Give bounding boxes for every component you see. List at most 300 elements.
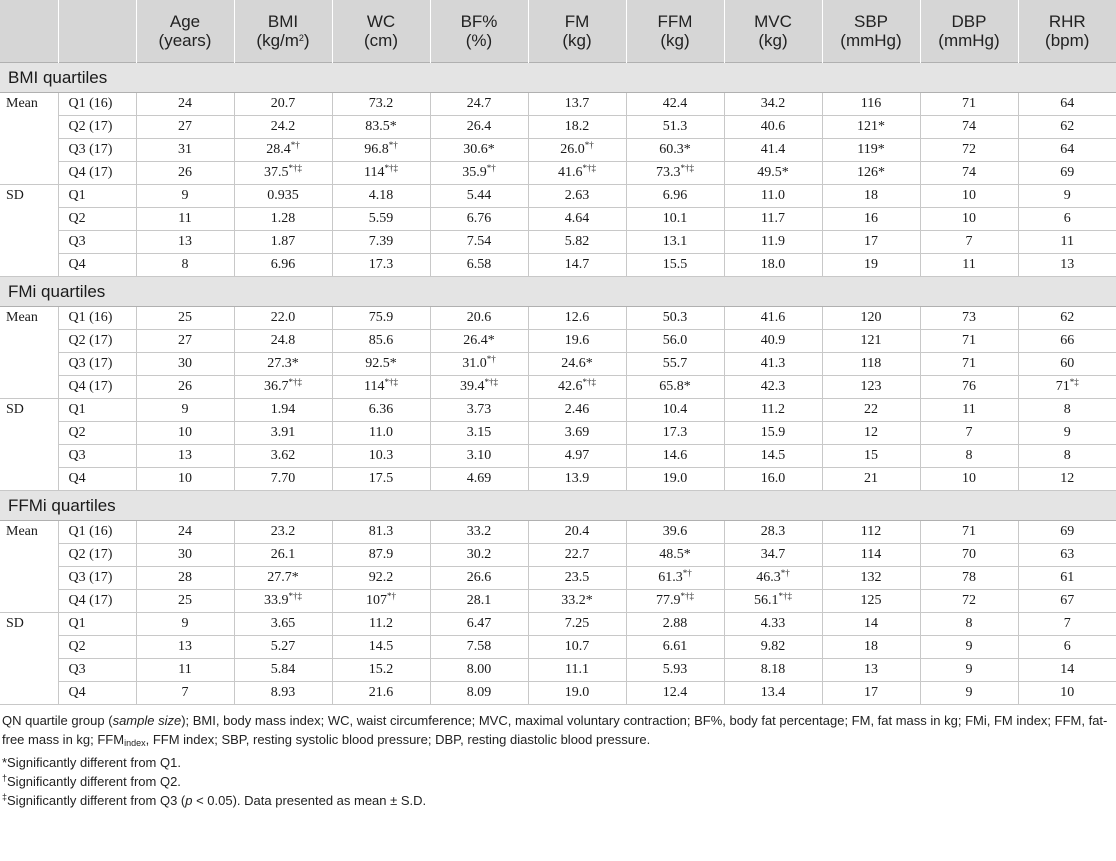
table-cell — [626, 468, 724, 491]
table-cell — [626, 254, 724, 277]
cell-value: 2.46 — [564, 402, 590, 417]
table-cell — [234, 353, 332, 376]
cell-value: 24 — [178, 96, 192, 111]
cell-value: 15.5 — [662, 257, 688, 272]
table-cell — [920, 445, 1018, 468]
footnote-text: < 0.05). Data presented as mean ± S.D. — [192, 793, 427, 808]
table-cell — [136, 254, 234, 277]
cell-value: 11.2 — [369, 616, 393, 631]
table-cell — [626, 422, 724, 445]
cell-value: 26.4 — [466, 119, 492, 134]
table-row — [0, 353, 1116, 376]
significance-mark: *† — [584, 140, 594, 150]
cell-value: 114 — [860, 547, 882, 562]
column-header-unit: (mmHg) — [938, 31, 1000, 50]
cell-value: 5.44 — [466, 188, 492, 203]
table-cell — [822, 613, 920, 636]
significance-mark: *‡ — [1069, 377, 1079, 387]
significance-mark: *† — [486, 354, 496, 364]
table-cell — [332, 208, 430, 231]
table-row — [0, 422, 1116, 445]
quartile-label: Q1 — [58, 185, 136, 208]
table-cell — [528, 567, 626, 590]
cell-value: 17 — [864, 685, 878, 700]
cell-value: 77.9 — [656, 593, 681, 608]
table-cell — [528, 636, 626, 659]
table-row — [0, 162, 1116, 185]
column-header-unit: (cm) — [364, 31, 398, 50]
cell-value: 9 — [181, 188, 189, 203]
cell-value: 20.6 — [466, 310, 492, 325]
cell-value: 19.0 — [662, 471, 688, 486]
cell-value: 35.9 — [462, 165, 487, 180]
table-cell — [920, 93, 1018, 116]
table-cell — [332, 636, 430, 659]
cell-value: 62 — [1060, 119, 1075, 134]
table-cell — [822, 330, 920, 353]
significance-mark: *† — [290, 140, 300, 150]
cell-value: 20.4 — [564, 524, 590, 539]
table-cell — [430, 208, 528, 231]
table-cell — [136, 162, 234, 185]
table-cell — [822, 445, 920, 468]
table-cell — [724, 208, 822, 231]
cell-value: 13.7 — [564, 96, 590, 111]
table-cell — [920, 682, 1018, 705]
cell-value: 71 — [962, 333, 976, 348]
cell-value: 74 — [962, 119, 976, 134]
table-cell — [234, 422, 332, 445]
cell-value: 8 — [181, 257, 189, 272]
cell-value: 1.87 — [270, 234, 296, 249]
table-cell — [234, 231, 332, 254]
table-cell — [920, 521, 1018, 544]
table-cell — [430, 307, 528, 330]
table-cell — [332, 399, 430, 422]
quartile-label: Q2 — [58, 208, 136, 231]
table-cell — [1018, 93, 1116, 116]
table-cell — [822, 422, 920, 445]
table-cell — [626, 93, 724, 116]
cell-value: 14.6 — [662, 448, 688, 463]
table-cell — [430, 139, 528, 162]
cell-value: 9 — [965, 662, 973, 677]
table-cell — [1018, 590, 1116, 613]
column-header-unit: (years) — [158, 31, 212, 50]
cell-value: 5.82 — [564, 234, 590, 249]
table-cell — [626, 208, 724, 231]
table-row — [0, 231, 1116, 254]
table-cell — [136, 208, 234, 231]
cell-value: 3.15 — [466, 425, 492, 440]
table-cell — [626, 682, 724, 705]
cell-value: 123 — [860, 379, 882, 394]
table-cell — [626, 353, 724, 376]
table-cell — [528, 399, 626, 422]
cell-value: 69 — [1060, 165, 1075, 180]
table-cell — [430, 544, 528, 567]
table-cell — [724, 254, 822, 277]
column-header-unit: (kg) — [562, 31, 592, 50]
cell-value: 125 — [860, 593, 882, 608]
cell-value: 11.0 — [369, 425, 393, 440]
table-cell — [528, 231, 626, 254]
cell-value: 3.69 — [564, 425, 590, 440]
cell-value: 16 — [864, 211, 878, 226]
quartile-label: Q3 (17) — [58, 353, 136, 376]
significance-mark: *†‡ — [680, 163, 694, 173]
table-cell — [724, 399, 822, 422]
table-cell — [1018, 162, 1116, 185]
table-cell — [822, 162, 920, 185]
significance-mark: *† — [780, 568, 790, 578]
cell-value: 12.4 — [662, 685, 688, 700]
table-cell — [920, 659, 1018, 682]
table-cell — [136, 636, 234, 659]
cell-value: 107 — [366, 593, 387, 608]
table-row — [0, 682, 1116, 705]
table-cell — [1018, 445, 1116, 468]
significance-mark: *† — [682, 568, 692, 578]
table-cell — [822, 116, 920, 139]
cell-value: 74 — [962, 165, 976, 180]
table-cell — [1018, 399, 1116, 422]
cell-value: 34.2 — [760, 96, 786, 111]
column-header-unit: (mmHg) — [840, 31, 902, 50]
column-header-name: Age — [169, 12, 201, 31]
quartile-label: Q3 — [58, 659, 136, 682]
cell-value: 10.3 — [368, 448, 394, 463]
section-header-row — [0, 63, 1116, 93]
cell-value: 60 — [1060, 356, 1075, 371]
table-cell — [1018, 468, 1116, 491]
cell-value: 7 — [965, 234, 973, 249]
table-cell — [920, 185, 1018, 208]
cell-value: 26 — [178, 379, 192, 394]
cell-value: 8.93 — [270, 685, 296, 700]
table-cell — [332, 139, 430, 162]
table-cell — [234, 682, 332, 705]
column-header — [234, 0, 332, 63]
table-cell — [822, 468, 920, 491]
cell-value: 13 — [1060, 257, 1075, 272]
quartile-label: Q2 (17) — [58, 116, 136, 139]
cell-value: 10 — [178, 425, 192, 440]
table-footnotes — [0, 705, 1112, 810]
cell-value: 27.7* — [267, 570, 299, 585]
table-body — [0, 63, 1116, 705]
cell-value: 71 — [962, 96, 976, 111]
cell-value: 26.0 — [560, 142, 585, 157]
footnote-text: ); BMI, body mass index; WC, waist circumference; MVC, maximal voluntary contraction; BF%, body fat percentage; FM, fat mass in kg; FMi, FM index; FFM, fat-free mass in kg; FFM — [2, 713, 1108, 747]
table-cell — [724, 659, 822, 682]
table-cell — [1018, 231, 1116, 254]
table-cell — [626, 231, 724, 254]
table-cell — [430, 636, 528, 659]
cell-value: 121 — [860, 333, 882, 348]
table-cell — [822, 521, 920, 544]
table-cell — [528, 139, 626, 162]
table-cell — [626, 659, 724, 682]
table-cell — [920, 613, 1018, 636]
cell-value: 3.62 — [270, 448, 296, 463]
column-header-name: SBP — [853, 12, 889, 31]
table-cell — [822, 399, 920, 422]
table-row — [0, 399, 1116, 422]
table-cell — [822, 636, 920, 659]
table-cell — [528, 590, 626, 613]
cell-value: 18.0 — [760, 257, 786, 272]
cell-value: 61 — [1060, 570, 1075, 585]
cell-value: 13.9 — [564, 471, 590, 486]
table-cell — [724, 376, 822, 399]
column-header — [1018, 0, 1116, 63]
cell-value: 11 — [178, 662, 192, 677]
table-cell — [234, 254, 332, 277]
column-header-name: FFM — [657, 12, 693, 31]
table-cell — [920, 567, 1018, 590]
cell-value: 118 — [860, 356, 882, 371]
cell-value: 6.47 — [466, 616, 492, 631]
cell-value: 66 — [1060, 333, 1075, 348]
table-cell — [332, 254, 430, 277]
cell-value: 69 — [1060, 524, 1075, 539]
cell-value: 6.96 — [270, 257, 296, 272]
table-cell — [920, 590, 1018, 613]
table-row — [0, 636, 1116, 659]
cell-value: 42.6 — [558, 379, 583, 394]
cell-value: 5.84 — [270, 662, 296, 677]
table-cell — [626, 445, 724, 468]
table-cell — [332, 567, 430, 590]
cell-value: 6.76 — [466, 211, 492, 226]
cell-value: 24.6* — [561, 356, 593, 371]
table-cell — [528, 422, 626, 445]
table-cell — [822, 139, 920, 162]
cell-value: 6.58 — [466, 257, 492, 272]
column-header-name: BMI — [267, 12, 299, 31]
cell-value: 114 — [364, 165, 385, 180]
table-cell — [920, 330, 1018, 353]
table-cell — [528, 659, 626, 682]
quartile-label: Q4 — [58, 468, 136, 491]
cell-value: 15.9 — [760, 425, 786, 440]
table-cell — [332, 93, 430, 116]
cell-value: 3.91 — [270, 425, 296, 440]
cell-value: 11.9 — [761, 234, 785, 249]
cell-value: 41.4 — [760, 142, 786, 157]
table-cell — [430, 116, 528, 139]
quartile-label: Q2 (17) — [58, 330, 136, 353]
stat-label: SD — [0, 185, 58, 277]
cell-value: 81.3 — [368, 524, 394, 539]
cell-value: 62 — [1060, 310, 1075, 325]
cell-value: 24.2 — [270, 119, 296, 134]
cell-value: 73.2 — [368, 96, 394, 111]
quartile-label: Q3 (17) — [58, 139, 136, 162]
cell-value: 126* — [857, 165, 885, 180]
table-cell — [822, 254, 920, 277]
cell-value: 63 — [1060, 547, 1075, 562]
table-cell — [234, 544, 332, 567]
table-cell — [1018, 307, 1116, 330]
cell-value: 7.70 — [270, 471, 296, 486]
stat-label: SD — [0, 399, 58, 491]
cell-value: 8 — [965, 616, 973, 631]
table-cell — [430, 422, 528, 445]
table-cell — [1018, 636, 1116, 659]
table-cell — [528, 376, 626, 399]
table-cell — [1018, 208, 1116, 231]
table-cell — [234, 330, 332, 353]
table-cell — [234, 445, 332, 468]
table-cell — [528, 208, 626, 231]
table-cell — [822, 682, 920, 705]
column-header-unit: (kg) — [758, 31, 788, 50]
table-cell — [528, 93, 626, 116]
quartile-label: Q3 — [58, 231, 136, 254]
significance-mark: *†‡ — [384, 377, 398, 387]
table-cell — [332, 445, 430, 468]
table-cell — [626, 399, 724, 422]
quartile-label: Q1 — [58, 399, 136, 422]
cell-value: 71 — [1055, 379, 1070, 394]
table-cell — [136, 307, 234, 330]
cell-value: 55.7 — [662, 356, 688, 371]
section-header-row — [0, 491, 1116, 521]
table-cell — [920, 544, 1018, 567]
cell-value: 15.2 — [368, 662, 394, 677]
significance-mark: *†‡ — [484, 377, 498, 387]
table-cell — [528, 521, 626, 544]
column-header-unit: (%) — [465, 31, 493, 50]
cell-value: 37.5 — [264, 165, 289, 180]
cell-value: 11 — [178, 211, 192, 226]
column-header-name: FM — [564, 12, 590, 31]
table-cell — [626, 162, 724, 185]
cell-value: 7.39 — [368, 234, 394, 249]
table-cell — [822, 93, 920, 116]
column-header — [626, 0, 724, 63]
cell-value: 51.3 — [662, 119, 688, 134]
cell-value: 3.65 — [270, 616, 296, 631]
cell-value: 27 — [178, 333, 192, 348]
cell-value: 56.0 — [662, 333, 688, 348]
cell-value: 13.1 — [662, 234, 688, 249]
cell-value: 10.4 — [662, 402, 688, 417]
table-cell — [724, 544, 822, 567]
table-cell — [1018, 185, 1116, 208]
table-cell — [136, 376, 234, 399]
significance-mark: *† — [486, 163, 496, 173]
footnote-text: Significantly different from Q2. — [7, 774, 181, 789]
cell-value: 12.6 — [564, 310, 590, 325]
table-cell — [430, 330, 528, 353]
table-cell — [1018, 139, 1116, 162]
cell-value: 11 — [1060, 234, 1074, 249]
footnote-q3 — [2, 791, 1112, 810]
cell-value: 4.69 — [466, 471, 492, 486]
table-cell — [332, 376, 430, 399]
quartile-label: Q4 (17) — [58, 162, 136, 185]
table-cell — [136, 185, 234, 208]
cell-value: 21 — [864, 471, 878, 486]
cell-value: 7.58 — [466, 639, 492, 654]
cell-value: 26.4* — [463, 333, 495, 348]
table-cell — [528, 307, 626, 330]
table-row — [0, 93, 1116, 116]
table-cell — [626, 636, 724, 659]
cell-value: 78 — [962, 570, 976, 585]
table-cell — [724, 353, 822, 376]
cell-value: 7 — [181, 685, 189, 700]
table-cell — [1018, 376, 1116, 399]
table-cell — [332, 422, 430, 445]
cell-value: 87.9 — [368, 547, 394, 562]
footnote-italic: p — [185, 793, 193, 808]
cell-value: 83.5* — [365, 119, 397, 134]
table-row — [0, 330, 1116, 353]
table-cell — [626, 613, 724, 636]
table-cell — [332, 330, 430, 353]
table-cell — [822, 231, 920, 254]
cell-value: 27 — [178, 119, 192, 134]
table-cell — [136, 590, 234, 613]
cell-value: 72 — [962, 142, 976, 157]
footnote-mark: † — [2, 773, 8, 783]
table-cell — [822, 567, 920, 590]
table-cell — [528, 445, 626, 468]
table-cell — [1018, 521, 1116, 544]
table-row — [0, 139, 1116, 162]
cell-value: 26.1 — [270, 547, 296, 562]
quartile-label: Q1 — [58, 613, 136, 636]
footnote-q2 — [2, 772, 1112, 791]
cell-value: 15 — [864, 448, 878, 463]
cell-value: 6 — [1063, 211, 1071, 226]
significance-mark: *†‡ — [384, 163, 398, 173]
table-cell — [626, 521, 724, 544]
significance-mark: *† — [387, 591, 396, 601]
section-title: FMi quartiles — [0, 277, 1116, 307]
column-header-name: MVC — [754, 12, 792, 31]
cell-value: 8.18 — [760, 662, 786, 677]
cell-value: 7.54 — [466, 234, 492, 249]
cell-value: 8.00 — [466, 662, 492, 677]
table-cell — [626, 307, 724, 330]
footnote-q1: *Significantly different from Q1. — [2, 755, 181, 770]
section-title: BMI quartiles — [0, 63, 1116, 93]
table-cell — [332, 521, 430, 544]
cell-value: 8.09 — [466, 685, 492, 700]
cell-value: 30.2 — [466, 547, 492, 562]
cell-value: 9.82 — [760, 639, 786, 654]
column-header — [528, 0, 626, 63]
table-cell — [332, 231, 430, 254]
table-cell — [920, 231, 1018, 254]
column-header-unit: (kg) — [660, 31, 690, 50]
cell-value: 5.93 — [662, 662, 688, 677]
quartile-label: Q1 (16) — [58, 93, 136, 116]
table-cell — [234, 399, 332, 422]
cell-value: 8 — [1063, 402, 1071, 417]
cell-value: 28.1 — [466, 593, 492, 608]
cell-value: 13.4 — [760, 685, 786, 700]
cell-value: 3.10 — [466, 448, 492, 463]
table-cell — [920, 636, 1018, 659]
significance-mark: *†‡ — [288, 377, 302, 387]
table-cell — [430, 659, 528, 682]
